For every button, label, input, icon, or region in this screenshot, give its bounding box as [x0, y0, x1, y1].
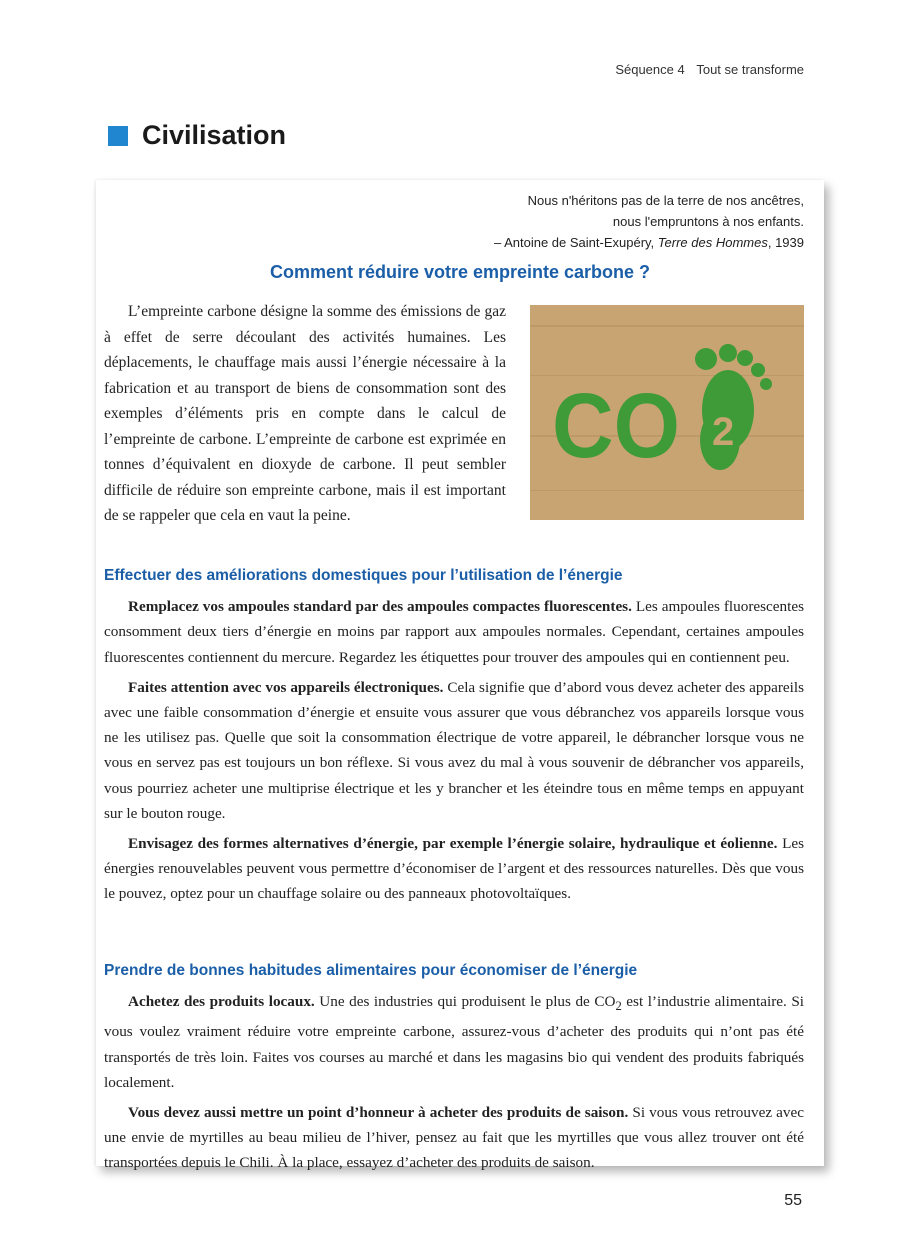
article-title: Comment réduire votre empreinte carbone ?: [269, 262, 651, 282]
paragraph: [104, 989, 804, 1095]
running-head: [615, 62, 804, 77]
intro-text: L’empreinte carbone désigne la somme des émissions de gaz à effet de serre découlant des activités humaines. Les déplacements, le chauffage mais aussi l’énergie nécessaire à la fabrication et au transport de biens de consommation sont des exemples d’éléments pris en compte dans le calcul de l’empreinte de carbone. L’empreinte de carbone est exprimée en tonnes d’équivalent en dioxyde de carbone. Il peut sembler difficile de réduire son empreinte carbone, mais il est important de se rappeler que cela en vaut la peine.: [104, 303, 506, 524]
paragraph-lead: Faites attention avec vos appareils électroniques.: [128, 678, 444, 696]
paragraph-text: Les ampoules fluorescentes consomment deux tiers d’énergie en moins par rapport aux ampoules normales. Cependant, certaines ampoules fluorescentes contiennent du mercure. Regardez les étiquettes pour trouver des ampoules qui en contiennent peu.: [104, 598, 804, 666]
epigraph-year: , 1939: [767, 235, 804, 250]
intro-paragraph: [104, 299, 506, 529]
section-title-text: Civilisation: [142, 120, 287, 150]
co2-subscript-text: 2: [712, 410, 735, 454]
section-square-icon: [108, 126, 128, 146]
paragraph-text: Cela signifie que d’abord vous devez acheter des appareils avec une faible consommation d’énergie et ensuite vous assurer que vous débranchez vos appareils lorsque vous ne les utilisez pas. Quelle que soit la consommation électrique de votre appareil, le débrancher lorsque vous ne vous en servez pas est toujours un bon réflexe. Si vous avez du mal à vous souvenir de débrancher vos appareils, vous pourriez acheter une multiprise électrique et les y brancher et les éteindre tous en même temps en appuyant sur le bouton rouge.: [104, 678, 804, 822]
section-food-habits: [104, 958, 804, 1176]
paragraph: [104, 675, 804, 826]
paragraph-lead: Envisagez des formes alternatives d’énergie, par exemple l’énergie solaire, hydraulique et éolienne.: [128, 835, 778, 853]
paragraph-lead: Achetez des produits locaux.: [128, 993, 315, 1011]
running-head-sequence: Séquence 4: [615, 62, 685, 77]
paragraph: [104, 1100, 804, 1176]
section-energy-home: [104, 563, 804, 907]
co2-text: CO: [552, 375, 680, 477]
paragraph-text: est l’industrie alimentaire. Si vous voulez vraiment réduire votre empreinte carbone, assurez-vous d’acheter des produits qui n’ont pas été transportés de très loin. Faites vos courses au marché et dans les magasins bio qui vendent des produits fabriqués localement.: [104, 993, 804, 1091]
paragraph-lead: Vous devez aussi mettre un point d’honneur à acheter des produits de saison.: [128, 1104, 629, 1122]
epigraph-work: Terre des Hommes: [657, 235, 768, 250]
epigraph-line-1: Nous n'héritons pas de la terre de nos ancêtres,: [527, 193, 804, 208]
epigraph-line-2: nous l'empruntons à nos enfants.: [612, 214, 804, 229]
running-head-title: Tout se transforme: [696, 62, 804, 77]
paragraph-text: Si vous vous retrouvez avec une envie de myrtilles au beau milieu de l’hiver, pensez au fait que les myrtilles que vous allez trouver ont été transportées depuis le Chili. À la place, essayez d’acheter des produits de saison.: [104, 1104, 804, 1172]
paragraph-lead: Remplacez vos ampoules standard par des ampoules compactes fluorescentes.: [128, 598, 632, 616]
epigraph: [494, 190, 804, 253]
paragraph: [104, 594, 804, 670]
paragraph-text: Les énergies renouvelables peuvent vous permettre d’économiser de l’argent et des ressources naturelles. Dès que vous le pouvez, optez pour un chauffage solaire ou des panneaux photovoltaïques.: [104, 835, 804, 903]
paragraph: [104, 831, 804, 907]
section-heading: Prendre de bonnes habitudes alimentaires pour économiser de l’énergie: [104, 962, 638, 979]
section-title: [108, 120, 286, 151]
epigraph-author: – Antoine de Saint-Exupéry,: [493, 235, 658, 250]
epigraph-attribution: [494, 232, 804, 253]
paragraph-text: Une des industries qui produisent le plus de CO: [314, 993, 616, 1011]
co2-subscript: 2: [615, 999, 622, 1014]
page-number: 55: [784, 1192, 802, 1209]
co2-footprint-image: [530, 305, 804, 520]
section-heading: Effectuer des améliorations domestiques pour l’utilisation de l’énergie: [104, 567, 623, 584]
